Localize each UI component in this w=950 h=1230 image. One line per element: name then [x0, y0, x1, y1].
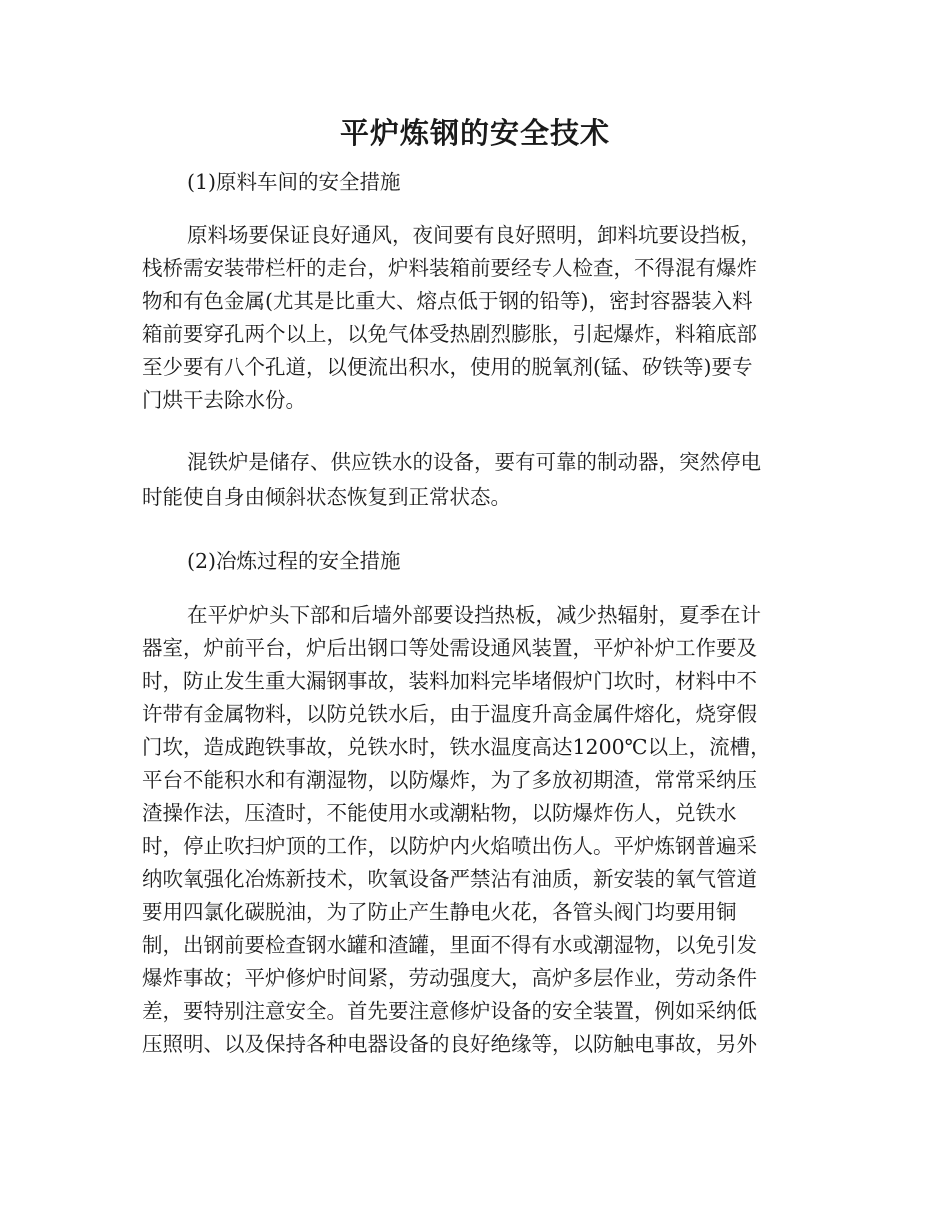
paragraph-line: 差，要特别注意安全。首先要注意修炉设备的安全装置，例如采纳低	[142, 999, 757, 1023]
paragraph-line: 许带有金属物料，以防兑铁水后，由于温度升高金属件熔化，烧穿假	[142, 702, 757, 726]
paragraph-line: 门烘干去除水份。	[142, 388, 306, 412]
paragraph-line: 要用四氯化碳脱油，为了防止产生静电火花，各管头阀门均要用铜	[142, 900, 737, 924]
paragraph-line: 平台不能积水和有潮湿物，以防爆炸，为了多放初期渣，常常采纳压	[142, 768, 757, 792]
paragraph-line: 渣操作法，压渣时，不能使用水或潮粘物，以防爆炸伤人，兑铁水	[142, 801, 737, 825]
paragraph-line: 纳吹氧强化冶炼新技术，吹氧设备严禁沾有油质，新安装的氧气管道	[142, 867, 757, 891]
paragraph-line: 物和有色金属(尤其是比重大、熔点低于钢的铅等)，密封容器装入料	[142, 289, 753, 313]
page-title: 平炉炼钢的安全技术	[339, 116, 610, 150]
paragraph-line: 器室，炉前平台，炉后出钢口等处需设通风装置，平炉补炉工作要及	[142, 636, 757, 660]
paragraph-line: 时，停止吹扫炉顶的工作，以防炉内火焰喷出伤人。平炉炼钢普遍采	[142, 834, 757, 858]
paragraph-line: 在平炉炉头下部和后墙外部要设挡热板，减少热辐射，夏季在计	[187, 603, 761, 627]
paragraph-line: 制，出钢前要检查钢水罐和渣罐，里面不得有水或潮湿物，以免引发	[142, 933, 757, 957]
paragraph-line: 时能使自身由倾斜状态恢复到正常状态。	[142, 485, 511, 509]
section-heading-raw-materials: (1)原料车间的安全措施	[187, 170, 401, 194]
paragraph-line: 时，防止发生重大漏钢事故，装料加料完毕堵假炉门坎时，材料中不	[142, 669, 757, 693]
paragraph-line: 压照明、以及保持各种电器设备的良好绝缘等，以防触电事故，另外	[142, 1032, 757, 1056]
paragraph-line: 原料场要保证良好通风，夜间要有良好照明，卸料坑要设挡板，	[187, 223, 761, 247]
paragraph-line: 至少要有八个孔道，以便流出积水，使用的脱氧剂(锰、矽铁等)要专	[142, 355, 753, 379]
section-heading-smelting: (2)冶炼过程的安全措施	[187, 549, 401, 573]
paragraph-line: 爆炸事故；平炉修炉时间紧，劳动强度大，高炉多层作业，劳动条件	[142, 966, 757, 990]
paragraph-line: 箱前要穿孔两个以上，以免气体受热剧烈膨胀，引起爆炸，料箱底部	[142, 322, 757, 346]
paragraph-line: 混铁炉是储存、供应铁水的设备，要有可靠的制动器，突然停电	[187, 450, 761, 474]
paragraph-line: 栈桥需安装带栏杆的走台，炉料装箱前要经专人检查，不得混有爆炸	[142, 256, 757, 280]
paragraph-line: 门坎，造成跑铁事故，兑铁水时，铁水温度高达1200℃以上，流槽，	[142, 735, 771, 759]
